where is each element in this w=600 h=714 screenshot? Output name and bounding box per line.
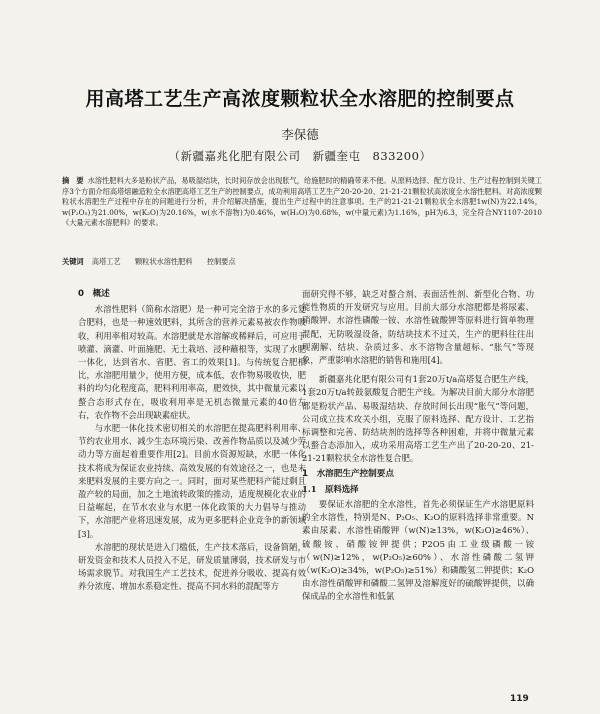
keyword-item: 高塔工艺 [91, 257, 121, 266]
left-column [78, 286, 306, 594]
keywords-label: 关键词 [62, 257, 84, 266]
section-heading-control-points: 1 水溶肥生产控制要点 [302, 468, 394, 479]
paragraph: 面研究得不够，缺乏对螯合剂、表面活性剂、新型化合物、功能性物质的开发研究与应用。目前大部分水溶肥都是将尿素、硝酸钾、水溶性磷酸一铵、水溶性硫酸钾等原料进行简单物理混配，无防吸湿设备，防结块技术不过关，生产的肥料往往出现潮解、结块、杂质过多、水不溶物含量超标、“胀气”等现象，严重影响水溶肥的销售和施用[4]。 [302, 289, 534, 366]
author: 李保德 [281, 127, 319, 142]
abstract-label: 摘 要 [62, 176, 84, 185]
keyword-item: 颗粒状水溶性肥料 [134, 257, 193, 266]
keywords [62, 257, 542, 267]
paper-title: 用高塔工艺生产高浓度颗粒状全水溶肥的控制要点 [85, 88, 515, 110]
subsection-heading-raw-materials: 1.1 原料选择 [302, 483, 359, 494]
paragraph: 要保证水溶肥的全水溶性，首先必须保证生产水溶肥原料的全水溶性，特别是N、P₂O₅、K₂O的原料选择非常重要。N素由尿素、水溶性硝酸钾（w(N)≥13%，w(K₂O)≥46%）、硫酸铵、硝酸铵钾提供；P2O5由工业级磷酸一铵（w(N)≥12%，w(P₂O₅)≥60%）、水溶性磷酸二氢钾（w(K₂O)≥34%，w(P₂O₅)≥51%）和磷酸氢二钾提供；K₂O由水溶性硝酸钾和磷酸二氢钾及溶解度好的硫酸钾提供，以确保成品的全水溶性和低氯 [302, 499, 534, 602]
abstract [62, 176, 542, 229]
keyword-item: 控制要点 [206, 257, 236, 266]
affiliation: （新疆嘉兆化肥有限公司 新疆奎屯 833200） [168, 149, 432, 163]
page-number: 119 [510, 694, 529, 704]
paragraph: 水溶性肥料（简称水溶肥）是一种可完全溶于水的多元复合肥料，也是一种速效肥料，其所含的营养元素易被农作物吸收，利用率相对较高。水溶肥就是水溶解或稀释后，可应用于喷灌、滴灌、叶面施肥、无土栽培、浸种蘸根等，实现了水肥一体化，达到省水、省肥、省工的效果[1]。与传统复合肥相比，水溶肥用量少，使用方便，成本低，农作物易吸收快，肥料的均匀化程度高，肥料利用率高，肥效快，其中微量元素以螯合态形式存在，吸收利用率是无机态微量元素的40倍左右，农作物不会出现缺素症状。 [78, 304, 306, 420]
right-column [302, 288, 534, 604]
paragraph: 水溶肥的现状是进入门槛低，生产技术落后，设备简陋，研发资金和技术人员投入不足，研发质量薄弱，技术研发与市场需求脱节。对我国生产工艺技术，促进养分吸收、提高有效养分浓度、增加水系稳定性、提高不同水料的混配等方 [78, 541, 306, 592]
paragraph: 新疆嘉兆化肥有限公司有1套20万t/a高塔复合肥生产线，1套20万t/a转鼓氨酸复合肥生产线。为解决目前大部分水溶肥都是粉状产品、易吸湿结块、存放时间长出现“胀气”等问题，公司成立技术攻关小组，克服了原料选择、配方设计、工艺指标调整和完善、防结块剂的选择等各种困难，并将中微量元素以螯合态添加入，成功采用高塔工艺生产出了20-20-20、21-21-21颗粒状全水溶性复合肥。 [302, 374, 534, 464]
abstract-text: 水溶性肥料大多是粉状产品，易吸湿结块，长时间存放会出现胀气，给施肥时的精确带来不便。从原料选择、配方设计、生产过程控制到关键工序3个方面介绍高塔熔融造粒全水溶肥高塔工艺生产的控制要点，成功利用高塔工艺生产20-20-20、21-21-21颗粒状高浓度全水溶性肥料。对高浓度颗粒状水溶肥生产过程中存在的问题进行分析，并介绍解决措施，提出生产过程中的注意事项。生产的21-21-21颗粒状全水溶肥1w(N)为22.14%，w(P₂O₅)为21.00%，w(K₂O)为20.16%，w(水不溶物)为0.46%，w(H₂O)为0.68%，w(中量元素)为1.16%，pH为6.3，完全符合NY1107-2010《大量元素水溶肥料》的要求。 [62, 176, 542, 228]
section-heading-overview: 0 概述 [78, 289, 110, 299]
paragraph: 与水肥一体化技术密切相关的水溶肥在提高肥料利用率、节约农业用水、减少生态环境污染、改善作物品质以及减少劳动力等方面起着重要作用[2]。目前水资源短缺，水肥一体化技术将成为保证农业持续、高效发展的有效途径之一，也是未来肥料发展的主要方向之一。同时，面对某些肥料产能过剩且盈产较的局面，加之土地流转政策的推动，适度规模化农业的日益崛起，在节水农业与水肥一体化政策的大力倡导与推动下，水溶肥产业将迅速发展，成为更多肥料企业竞争的新领域[3]。 [78, 423, 306, 539]
